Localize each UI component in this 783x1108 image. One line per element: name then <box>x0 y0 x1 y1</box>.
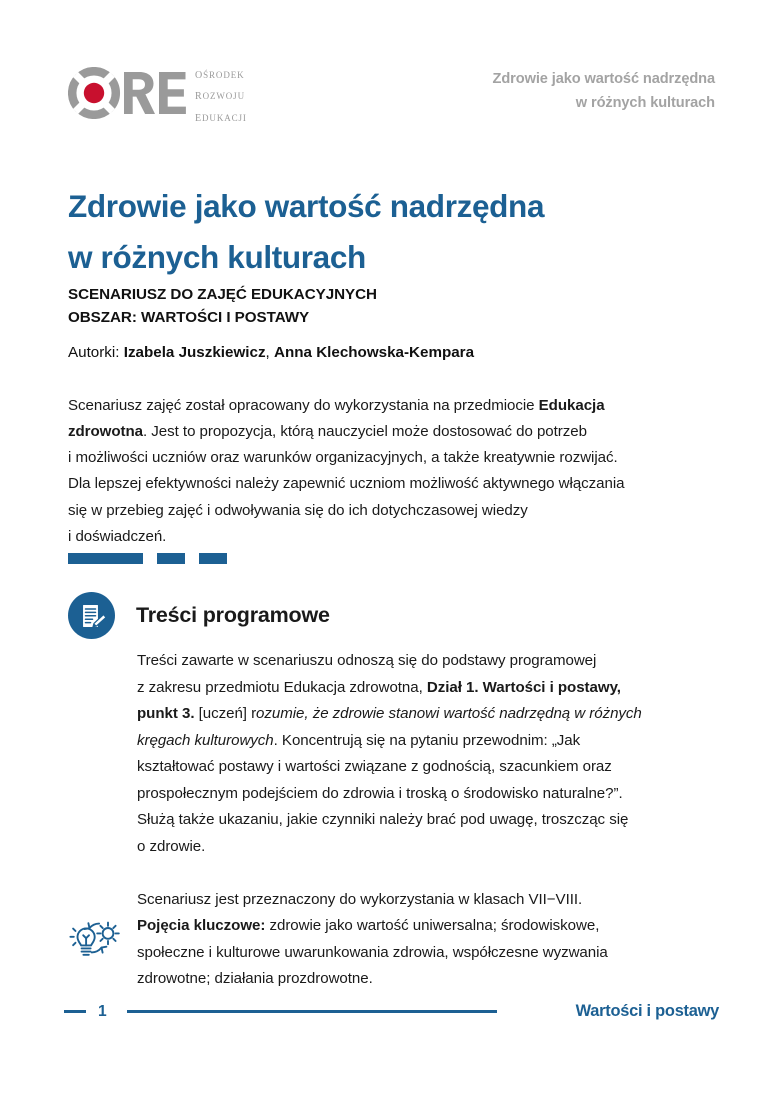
intro-line-1 <box>68 393 720 419</box>
section-line-8: o zdrowie. <box>137 837 206 855</box>
key-concepts-line-1 <box>137 913 608 940</box>
ore-logo <box>68 64 247 127</box>
intro-line-5: się w przebieg zajęć i odwoływania się do ich dotychczasowej wiedzy <box>68 501 528 519</box>
section-text-2: z zakresu przedmiotu Edukacja zdrowotna, <box>137 678 427 696</box>
running-title-line-2: w różnych kulturach <box>575 94 715 111</box>
intro-bold-2: zdrowotna <box>68 423 144 441</box>
section-line-4 <box>137 728 727 755</box>
dash-separator <box>68 553 227 564</box>
paragraph-gap <box>137 861 727 887</box>
document-pen-icon <box>68 592 115 639</box>
ore-word-2: rozwoju <box>195 87 245 104</box>
authors-separator: , <box>265 344 274 362</box>
intro-line-4: Dla lepszej efektywności należy zapewnić uczniom możliwość aktywnego włączania <box>68 475 625 493</box>
running-header <box>68 62 715 134</box>
lightbulb-gear-icon <box>64 915 121 972</box>
ore-word-3: edukacji <box>195 108 247 125</box>
section-line-2 <box>137 675 727 702</box>
intro-line-6: i doświadczeń. <box>68 527 167 545</box>
section-line-9: Scenariusz jest przeznaczony do wykorzystania w klasach VII−VIII. <box>137 890 583 908</box>
intro-line-2 <box>68 419 720 445</box>
intro-text-2: . Jest to propozycja, którą nauczyciel może dostosować do potrzeb <box>143 423 587 441</box>
intro-bold-1: Edukacja <box>538 397 605 415</box>
document-meta <box>68 284 723 364</box>
section-bold-2: Dział 1. Wartości i postawy, <box>426 678 621 696</box>
page-title-line-2: w różnych kulturach <box>68 239 366 276</box>
author-name-1: Izabela Juszkiewicz <box>123 344 266 362</box>
section-text-3: [uczeń] r <box>194 705 257 723</box>
key-concepts-line-3: zdrowotne; działania prozdrowotne. <box>137 970 373 988</box>
running-header-title <box>493 68 715 115</box>
section-heading-block <box>68 592 723 639</box>
section-body <box>137 648 727 913</box>
authors-line <box>68 342 723 363</box>
section-line-1: Treści zawarte w scenariuszu odnoszą się do podstawy programowej <box>137 652 597 669</box>
author-name-2: Anna Klechowska-Kempara <box>274 344 475 362</box>
ore-logo-wordmark <box>195 65 247 127</box>
running-title-line-1: Zdrowie jako wartość nadrzędna <box>492 71 715 87</box>
page-title-line-1: Zdrowie jako wartość nadrzędna <box>68 188 545 225</box>
dash-segment-1 <box>68 553 143 564</box>
section-line-3 <box>137 701 727 728</box>
page-number: 1 <box>98 1002 107 1020</box>
section-bold-3: punkt 3. <box>137 705 195 723</box>
section-italic-3: ozumie, że zdrowie stanowi wartość nadrzędną w różnych <box>256 705 642 723</box>
page-footer <box>64 1002 719 1021</box>
dash-segment-3 <box>199 553 227 564</box>
intro-line-3: i możliwości uczniów oraz warunków organizacyjnych, a także kreatywnie rozwijać. <box>68 449 618 467</box>
key-concepts-text-1: zdrowie jako wartość uniwersalna; środowiskowe, <box>265 917 600 934</box>
section-line-6: prospołecznym podejściem do zdrowia i troską o środowisko naturalne?”. <box>137 784 623 802</box>
page-title <box>68 181 723 283</box>
ore-word-1: ośrodek <box>195 66 245 82</box>
ore-logo-icon <box>68 67 186 124</box>
section-line-7: Służą także ukazaniu, jakie czynniki należy brać pod uwagę, troszcząc się <box>137 811 629 829</box>
key-concepts-label: Pojęcia kluczowe: <box>137 917 266 934</box>
authors-label: Autorki: <box>68 344 124 362</box>
key-concepts-text <box>137 912 608 993</box>
section-title: Treści programowe <box>136 602 330 627</box>
section-line-5: kształtować postawy i wartości związane z godnością, szacunkiem oraz <box>137 758 612 776</box>
footer-tick-dash <box>64 1010 86 1013</box>
section-text-4: . Koncentrują się na pytaniu przewodnim: „Jak <box>273 731 581 749</box>
intro-paragraph <box>68 393 720 550</box>
intro-text-1: Scenariusz zajęć został opracowany do wykorzystania na przedmiocie <box>68 397 539 415</box>
dash-segment-2 <box>157 553 185 564</box>
key-concepts-block <box>64 912 727 993</box>
footer-rule <box>127 1010 497 1013</box>
key-concepts-line-2: społeczne i kulturowe uwarunkowania zdrowia, współczesne wyzwania <box>137 943 608 961</box>
meta-scenario-type: SCENARIUSZ DO ZAJĘĆ EDUKACYJNYCH <box>68 286 377 303</box>
meta-area: OBSZAR: WARTOŚCI I POSTAWY <box>68 308 310 326</box>
section-italic-4: kręgach kulturowych <box>137 731 274 749</box>
footer-area-label: Wartości i postawy <box>575 1002 719 1020</box>
